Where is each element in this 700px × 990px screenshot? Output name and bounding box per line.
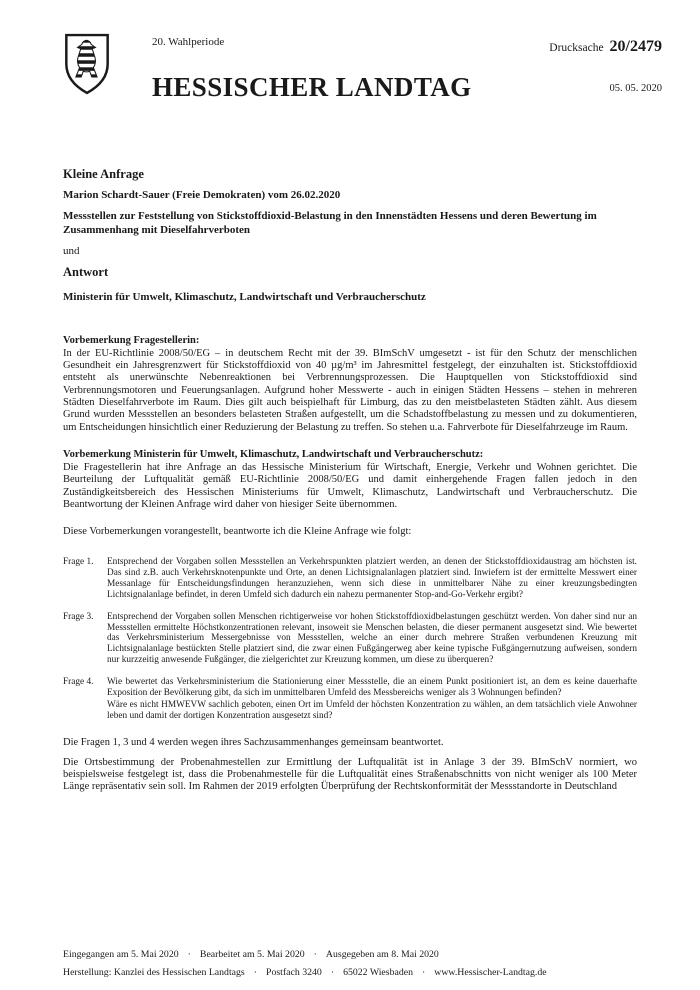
answer-text: Die Ortsbestimmung der Probenahmestellen zur Ermittlung der Luftqualität ist in Anlage 3 der 39. BImSchV normiert, wo beispielsweise festgelegt ist, dass die Probenahmestelle für die Luftqualität eines Straßenabschnitts von nicht weniger als 100 Meter Länge repräsentativ sein soll. Im Rahmen der 2019 erfolgten Überprüfung der Rechtskonformität der Messstandorte in Deutschland bbox=[63, 756, 637, 793]
footer-postbox: Postfach 3240 bbox=[266, 967, 322, 978]
preliminary-minister-heading: Vorbemerkung Ministerin für Umwelt, Klimaschutz, Landwirtschaft und Verbraucherschutz: bbox=[63, 448, 484, 460]
joint-answer-note: Die Fragen 1, 3 und 4 werden wegen ihres Sachzusammenhanges gemeinsam beantwortet. bbox=[63, 736, 444, 748]
question-label: Frage 3. bbox=[63, 611, 94, 622]
footer-dates-line bbox=[63, 949, 637, 960]
drucksache-number: 20/2479 bbox=[609, 38, 662, 55]
footer-city: 65022 Wiesbaden bbox=[343, 967, 413, 978]
document-date: 05. 05. 2020 bbox=[609, 83, 662, 94]
respondent-line: Ministerin für Umwelt, Klimaschutz, Landwirtschaft und Verbraucherschutz bbox=[63, 290, 426, 303]
dot-separator-icon: · bbox=[313, 949, 317, 960]
author-line: Marion Schardt-Sauer (Freie Demokraten) vom 26.02.2020 bbox=[63, 189, 341, 201]
question-item-4 bbox=[63, 677, 637, 722]
preliminary-minister-text: Die Fragestellerin hat ihre Anfrage an das Hessische Ministerium für Wirtschaft, Energie, Verkehr und Wohnen gerichtet. Die Beurteilung der Luftqualität gemäß EU-Richtlinie 2008/50/EG und damit einhergehende Fragen fallen jedoch in den Zuständigkeitsbereich des Hessischen Ministeriums für Umwelt, Klimaschutz, Landwirtschaft und Verbraucherschutz. Die Beantwortung der Kleinen Anfrage wird daher von hiesiger Seite übernommen. bbox=[63, 462, 637, 510]
footer-issued: Ausgegeben am 8. Mai 2020 bbox=[325, 949, 439, 960]
request-type-heading: Kleine Anfrage bbox=[63, 167, 144, 181]
question-label: Frage 1. bbox=[63, 557, 94, 568]
preliminary-questioner-text: In der EU-Richtlinie 2008/50/EG – in deutschem Recht mit der 39. BImSchV umgesetzt - ist für den Schutz der menschlichen Gesundheit ein Jahresgrenzwert für Stickstoffdioxid von 40 µg/m³ im Jahresmittel festgelegt, der einzuhalten ist. Stickstoffdioxid entsteht als unerwünschte Nebenreaktionen bei Verbrennungsprozessen. Die Hauptquellen von Stickstoffdioxid sind Verbrennungsmotoren und Feuerungsanlagen. Aufgrund hoher Messwerte - auch in einigen Städten Hessens – stehen in mehreren Städten Dieselfahrverbote im Raum. Dies gilt auch beispielhaft für Limburg, das zu den meistbelasteten Städten zählt. Aus diesem Grund wurden Messstellen an besonders belasteten Straßen aufgestellt, um die Schadstoffbelastung zu messen und zu dokumentieren, um Entscheidungen hinsichtlich einer Reduzierung der Belastung zu treffen. So stehen u.a. Fahrverbote für Dieselfahrzeuge im Raum. bbox=[63, 347, 637, 433]
answer-heading: Antwort bbox=[63, 265, 109, 280]
question-item-1 bbox=[63, 557, 637, 601]
document-body bbox=[63, 167, 637, 804]
footer-imprint-line bbox=[63, 967, 637, 978]
footer-website: www.Hessischer-Landtag.de bbox=[434, 967, 547, 978]
question-item-3 bbox=[63, 612, 637, 666]
preliminary-questioner-heading: Vorbemerkung Fragestellerin: bbox=[63, 334, 200, 346]
document-footer bbox=[63, 949, 637, 978]
question-list bbox=[63, 557, 637, 721]
footer-received: Eingegangen am 5. Mai 2020 bbox=[63, 949, 179, 960]
footer-processed: Bearbeitet am 5. Mai 2020 bbox=[199, 949, 305, 960]
legislative-period: 20. Wahlperiode bbox=[152, 36, 225, 48]
footer-production: Herstellung: Kanzlei des Hessischen Landtags bbox=[63, 967, 245, 978]
lead-in-sentence: Diese Vorbemerkungen vorangestellt, beantworte ich die Kleine Anfrage wie folgt: bbox=[63, 526, 412, 538]
question-text: Entsprechend der Vorgaben sollen Menschen richtigerweise vor hohen Stickstoffdioxidbelastungen geschützt werden. Von daher sind nur an Messstellen ermittelte Höchstkonzentrationen relevant, insoweit sie Menschen belasten, die dieser permanent ausgesetzt sind. Wie bewertet das Verkehrsministerium Messergebnisse von Messstellen, welche an einer durch mehrere Straßen verbundenen Kreuzung mit Lichtsignalanlage bestückten Stelle platziert sind, die zwar einen Fußgängerweg aber keine typische Fußgängernutzung aufweisen, sondern nur kurzzeitig anwesende Fußgänger, die zielgerichtet zur Kreuzung kommen, um diese zu überqueren? bbox=[107, 611, 637, 666]
document-header bbox=[152, 36, 472, 103]
question-text bbox=[107, 677, 637, 722]
drucksache-block bbox=[549, 38, 662, 94]
subject-line: Messstellen zur Feststellung von Stickstoffdioxid-Belastung in den Innenstädten Hessens und deren Bewertung im Zusammenhang mit Dieselfahrverboten bbox=[63, 210, 597, 237]
dot-separator-icon: · bbox=[421, 967, 426, 978]
dot-separator-icon: · bbox=[253, 967, 258, 978]
question-text: Entsprechend der Vorgaben sollen Messstellen an Verkehrspunkten platziert werden, an denen der Stickstoffdioxidaustrag am höchsten ist. Das sind z.B. auch Verkehrsknotenpunkte und Orte, an denen Lichtsignalanlagen platziert sind. Inwiefern ist der ermittelte Messwert einer Messanlage für Entscheidungsfindungen heranzuziehen, wenn sich diese in unmittelbarer Nähe zu einer kreuzungsbedingten Lichtsignalanlage befindet, in deren Umfeld sich dadurch ein nahezu permanenter Stop-and-Go-Verkehr ergibt? bbox=[107, 557, 637, 600]
hessen-coat-of-arms-icon bbox=[63, 33, 111, 95]
parliament-title: HESSISCHER LANDTAG bbox=[152, 72, 472, 102]
drucksache-label: Drucksache bbox=[549, 42, 604, 54]
question-text-part2: Wäre es nicht HMWEVW sachlich geboten, einen Ort im Umfeld der höchsten Konzentration zu wählen, an dem tatsächlich viele Anwohner leben und damit der dortigen Konzentration ausgesetzt sind? bbox=[107, 699, 637, 721]
dot-separator-icon: · bbox=[187, 949, 191, 960]
dot-separator-icon: · bbox=[330, 967, 335, 978]
question-text-part1: Wie bewertet das Verkehrsministerium die Stationierung einer Messstelle, die an einem Punkt positioniert ist, an dem es keine dauerhafte Exposition der Bevölkerung gibt, da sich im unmittelbaren Umfeld des Messbereichs weniger als 3 Wohnungen befinden? bbox=[107, 677, 637, 698]
connector-word: und bbox=[63, 245, 80, 258]
question-label: Frage 4. bbox=[63, 677, 94, 688]
